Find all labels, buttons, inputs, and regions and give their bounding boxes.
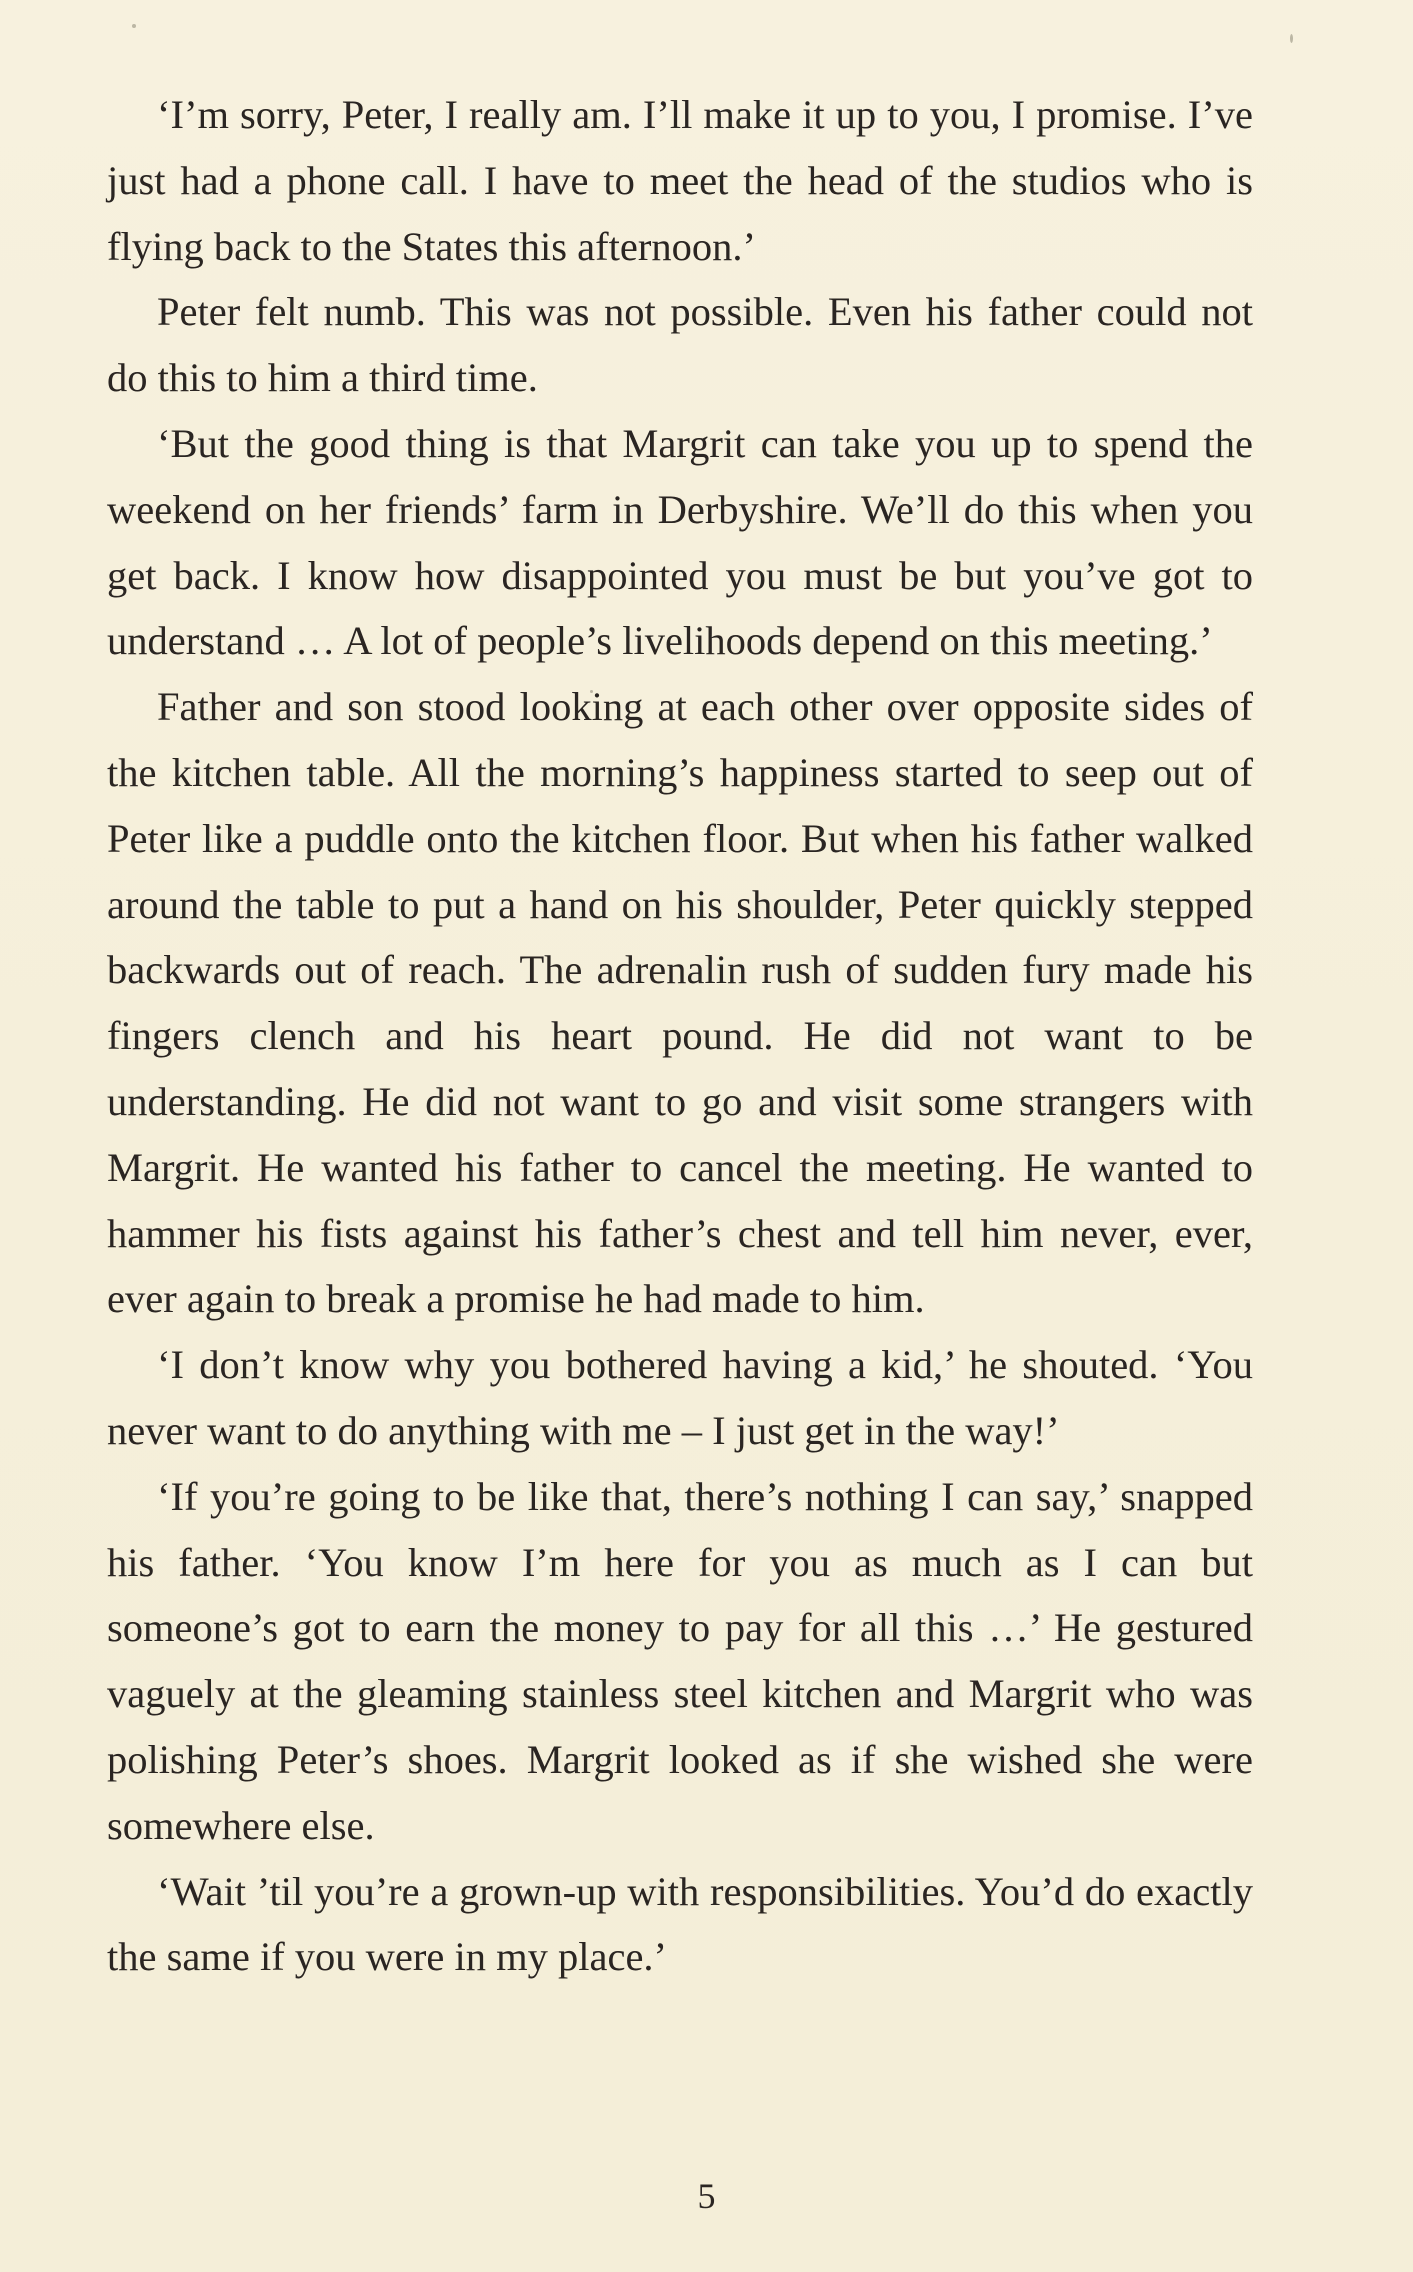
page-number: 5 — [697, 2176, 716, 2216]
paper-speck — [1290, 34, 1293, 43]
paragraph-7: ‘Wait ’til you’re a grown-up with responsibilities. You’d do exactly the same if you were in my place.’ — [107, 1868, 1253, 1980]
paragraph-5: ‘I don’t know why you bothered having a kid,’ he shouted. ‘You never want to do anything with me – I just get in the way!’ — [107, 1342, 1253, 1453]
paragraph-4: Father and son stood looking at each other over opposite sides of the kitchen table. All the morning’s happiness started to seep out of Peter like a puddle onto the kitchen floor. But when his father walked around the table to put a hand on his shoulder, Peter quickly stepped backwards out of reach. The adrenalin rush of sudden fury made his fingers clench and his heart pound. He did not want to be understanding. He did not want to go and visit some strangers with Margrit. He wanted his father to cancel the meeting. He wanted to hammer his fists against his father’s chest and tell him never, ever, ever again to break a promise he had made to him. — [107, 684, 1253, 1322]
paper-speck — [132, 24, 136, 28]
paragraph-1: ‘I’m sorry, Peter, I really am. I’ll make it up to you, I promise. I’ve just had a phone call. I have to meet the head of the studios who is flying back to the States this afternoon.’ — [107, 92, 1253, 269]
paragraph-6: ‘If you’re going to be like that, there’s nothing I can say,’ snapped his father. ‘You know I’m here for you as much as I can but someone’s got to earn the money to pay for all this …’ He gestured vaguely at the gleaming stainless steel kitchen and Margrit who was polishing Peter’s shoes. Margrit looked as if she wished she were somewhere else. — [107, 1473, 1253, 1848]
body-text — [107, 82, 1253, 1990]
paragraph-3: ‘But the good thing is that Margrit can take you up to spend the weekend on her friends’ farm in Derbyshire. We’ll do this when you get back. I know how disappointed you must be but you’ve got to understand … A lot of people’s livelihoods depend on this meeting.’ — [107, 420, 1253, 664]
paragraph-2: Peter felt numb. This was not possible. Even his father could not do this to him a third time. — [107, 289, 1253, 401]
